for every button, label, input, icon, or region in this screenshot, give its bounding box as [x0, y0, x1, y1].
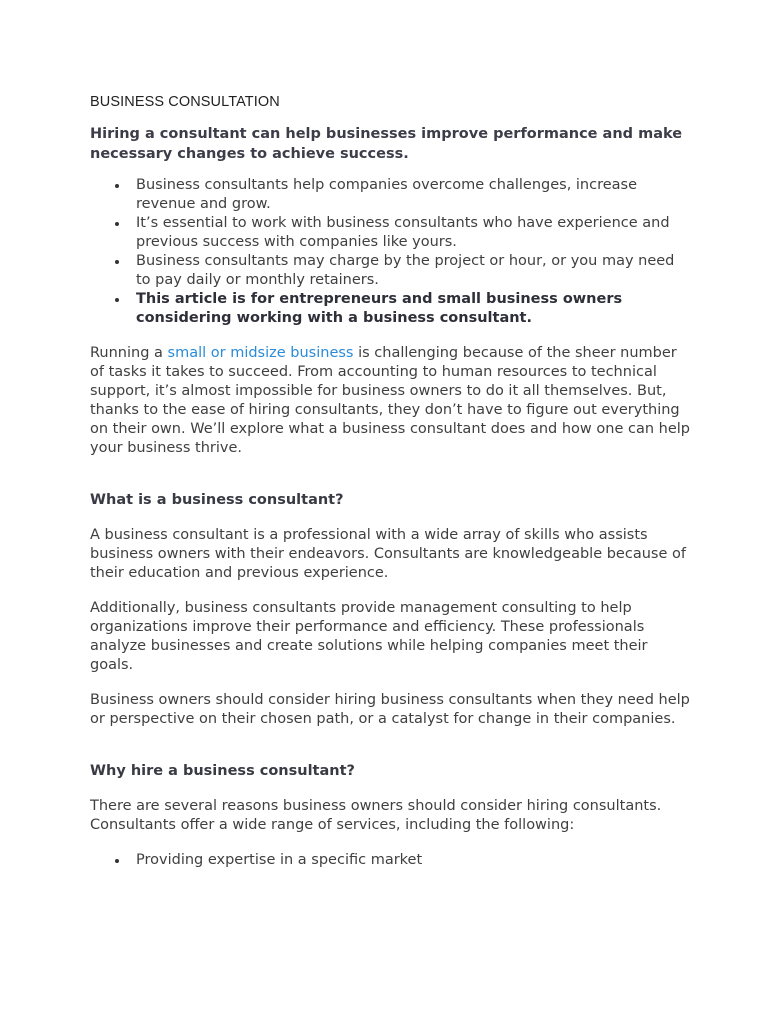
document-page — [90, 94, 690, 886]
intro-text-end: is challenging because of the sheer number of tasks it takes to succeed. From accounting to human resources to technical support, it’s almost impossible for business owners to do it all themselves. But, thanks to the ease of hiring consultants, they don’t have to figure out everything on their own. We’ll explore what a business consultant does and how one can help your business thrive. — [90, 345, 690, 456]
body-paragraph: Additionally, business consultants provide management consulting to help organizations improve their performance and efficiency. These professionals analyze businesses and create solutions while helping companies meet their goals. — [90, 600, 648, 673]
key-point: Business consultants help companies overcome challenges, increase revenue and grow. — [136, 176, 690, 214]
key-point: It’s essential to work with business consultants who have experience and previous success with companies like yours. — [136, 214, 690, 252]
key-point: Business consultants may charge by the project or hour, or you may need to pay daily or monthly retainers. — [136, 252, 690, 290]
key-point-audience: This article is for entrepreneurs and small business owners considering working with a business consultant. — [136, 290, 690, 328]
section-heading-what-is: What is a business consultant? — [90, 492, 344, 508]
small-business-link[interactable]: small or midsize business — [167, 345, 354, 361]
intro-text-start: Running a — [90, 345, 168, 361]
body-paragraph: There are several reasons business owners should consider hiring consultants. Consultants offer a wide range of services, including the following: — [90, 798, 662, 833]
lead-summary: Hiring a consultant can help businesses improve performance and make necessary changes to achieve success. — [90, 126, 683, 162]
intro-paragraph — [90, 344, 690, 458]
service-item: Providing expertise in a specific market — [136, 851, 690, 870]
document-title: BUSINESS CONSULTATION — [90, 94, 280, 110]
services-list — [90, 851, 690, 870]
body-paragraph: A business consultant is a professional with a wide array of skills who assists business owners with their endeavors. Consultants are knowledgeable because of their education and previous experience. — [90, 527, 686, 581]
section-heading-why-hire: Why hire a business consultant? — [90, 763, 355, 779]
key-points-list — [90, 176, 690, 328]
body-paragraph: Business owners should consider hiring business consultants when they need help or perspective on their chosen path, or a catalyst for change in their companies. — [90, 692, 690, 727]
